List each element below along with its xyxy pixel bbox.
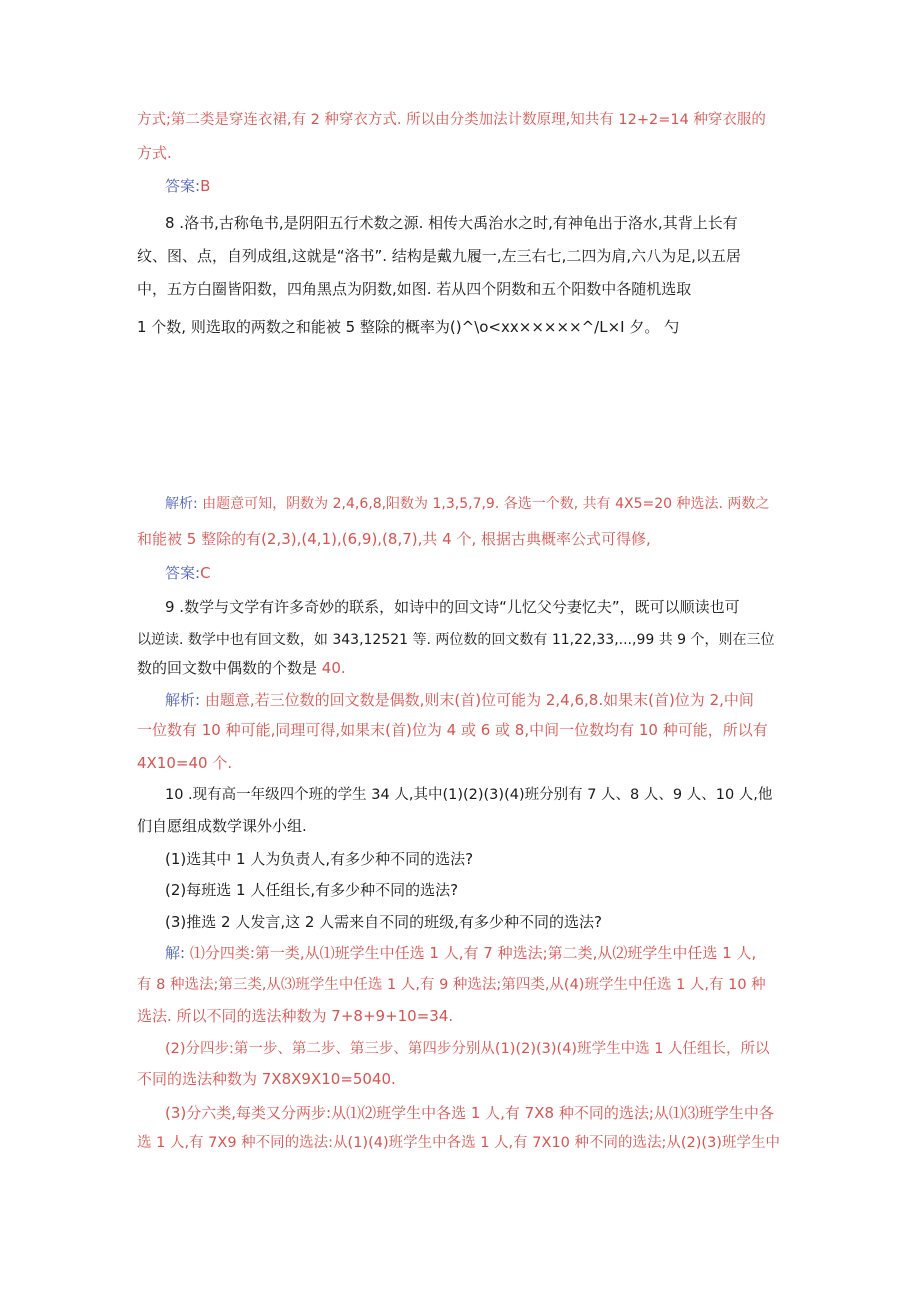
q10-line-2: 们自愿组成数学课外小组. (137, 817, 307, 835)
q9-explanation-line-3: 4X10=40 个. (137, 754, 233, 772)
q9-explanation-line-2: 一位数有 10 种可能,同理可得,如果末(首)位为 4 或 6 或 8,中间一位数均有 10 种可能，所以有 (137, 721, 768, 739)
solution-text: ⑴分四类:第一类,从⑴班学生中任选 1 人,有 7 种选法;第二类,从⑵班学生中任选 1 人, (189, 944, 757, 962)
explanation-text: 由题意可知，阴数为 2,4,6,8,阳数为 1,3,5,7,9. 各选一个数, 共有 4X5=20 种选法. 两数之 (202, 496, 770, 512)
answer-label: 答案: (165, 564, 201, 582)
q8-line-4: 1 个数, 则选取的两数之和能被 5 整除的概率为()^\o<xx×××××^/L×I 夕。 勺 (137, 318, 680, 336)
q7-explanation-line-1: 方式;第二类是穿连衣裙,有 2 种穿衣方式. 所以由分类加法计数原理,知共有 12+2=14 种穿衣服的 (137, 112, 766, 128)
q8-line-1: 8 .洛书,古称龟书,是阴阳五行术数之源. 相传大禹治水之时,有神龟出于洛水,其背上长有 (165, 214, 738, 232)
q10-solution-2-line-1: (2)分四步:第一步、第二步、第三步、第四步分别从(1)(2)(3)(4)班学生中选 1 人任组长，所以 (165, 1041, 770, 1057)
solution-label: 解: (165, 944, 186, 962)
answer-value: B (200, 177, 211, 195)
q8-line-3: 中，五方白圈皆阳数，四角黑点为阴数,如图. 若从四个阴数和五个阳数中各随机选取 (137, 280, 692, 298)
q8-explanation-line-1 (165, 494, 769, 514)
q10-solution-3-line-2: 选 1 人,有 7X9 种不同的选法:从(1)(4)班学生中各选 1 人,有 7X10 种不同的选法;从(2)(3)班学生中 (137, 1135, 780, 1151)
q9-line-1: 9 .数学与文学有许多奇妙的联系，如诗中的回文诗“儿忆父兮妻忆夫”，既可以顺读也可 (165, 598, 740, 616)
q10-line-1: 10 .现有高一年级四个班的学生 34 人,其中(1)(2)(3)(4)班分别有 7 人、8 人、9 人、10 人,他 (165, 787, 773, 803)
q9-line-2: 以逆读. 数学中也有回文数，如 343,12521 等. 两位数的回文数有 11,22,33,...,99 共 9 个，则在三位 (137, 632, 775, 648)
q10-solution-2-line-2: 不同的选法种数为 7X8X9X10=5040. (137, 1070, 396, 1088)
q8-line-2: 纹、图、点，自列成组,这就是“洛书”. 结构是戴九履一,左三右七,二四为肩,六八为足,以五居 (137, 247, 741, 265)
q9-line-3-text: 数的回文数中偶数的个数是 (137, 659, 318, 677)
q9-answer: 40. (321, 659, 346, 677)
q9-explanation-line-1 (165, 690, 754, 710)
answer-value: C (200, 564, 211, 582)
q10-solution-1-line-2: 有 8 种选法;第三类,从⑶班学生中任选 1 人,有 9 种选法;第四类,从(4)班学生中任选 1 人,有 10 种 (137, 977, 766, 993)
explanation-label: 解析: (165, 691, 201, 709)
q10-sub-question-3: (3)推选 2 人发言,这 2 人需来自不同的班级,有多少种不同的选法? (165, 913, 602, 931)
q10-solution-1-line-3: 选法. 所以不同的选法种数为 7+8+9+10=34. (137, 1007, 454, 1025)
explanation-text: 由题意,若三位数的回文数是偶数,则末(首)位可能为 2,4,6,8.如果末(首)位为 2,中间 (204, 691, 754, 709)
q10-solution-3-line-1: (3)分六类,每类又分两步:从⑴⑵班学生中各选 1 人,有 7X8 种不同的选法;从⑴⑶班学生中各 (165, 1104, 774, 1122)
q10-sub-question-1: (1)选其中 1 人为负责人,有多少种不同的选法? (165, 850, 474, 868)
q7-explanation-line-2: 方式. (137, 144, 172, 162)
answer-label: 答案: (165, 177, 201, 195)
q7-answer (165, 176, 210, 196)
q8-explanation-line-2: 和能被 5 整除的有(2,3),(4,1),(6,9),(8,7),共 4 个, 根据古典概率公式可得修, (137, 530, 651, 548)
q8-answer (165, 563, 211, 583)
explanation-label: 解析: (165, 496, 198, 512)
q10-solution-1-line-1 (165, 943, 756, 963)
q10-sub-question-2: (2)每班选 1 人任组长,有多少种不同的选法? (165, 881, 459, 899)
q9-line-3 (137, 658, 346, 678)
